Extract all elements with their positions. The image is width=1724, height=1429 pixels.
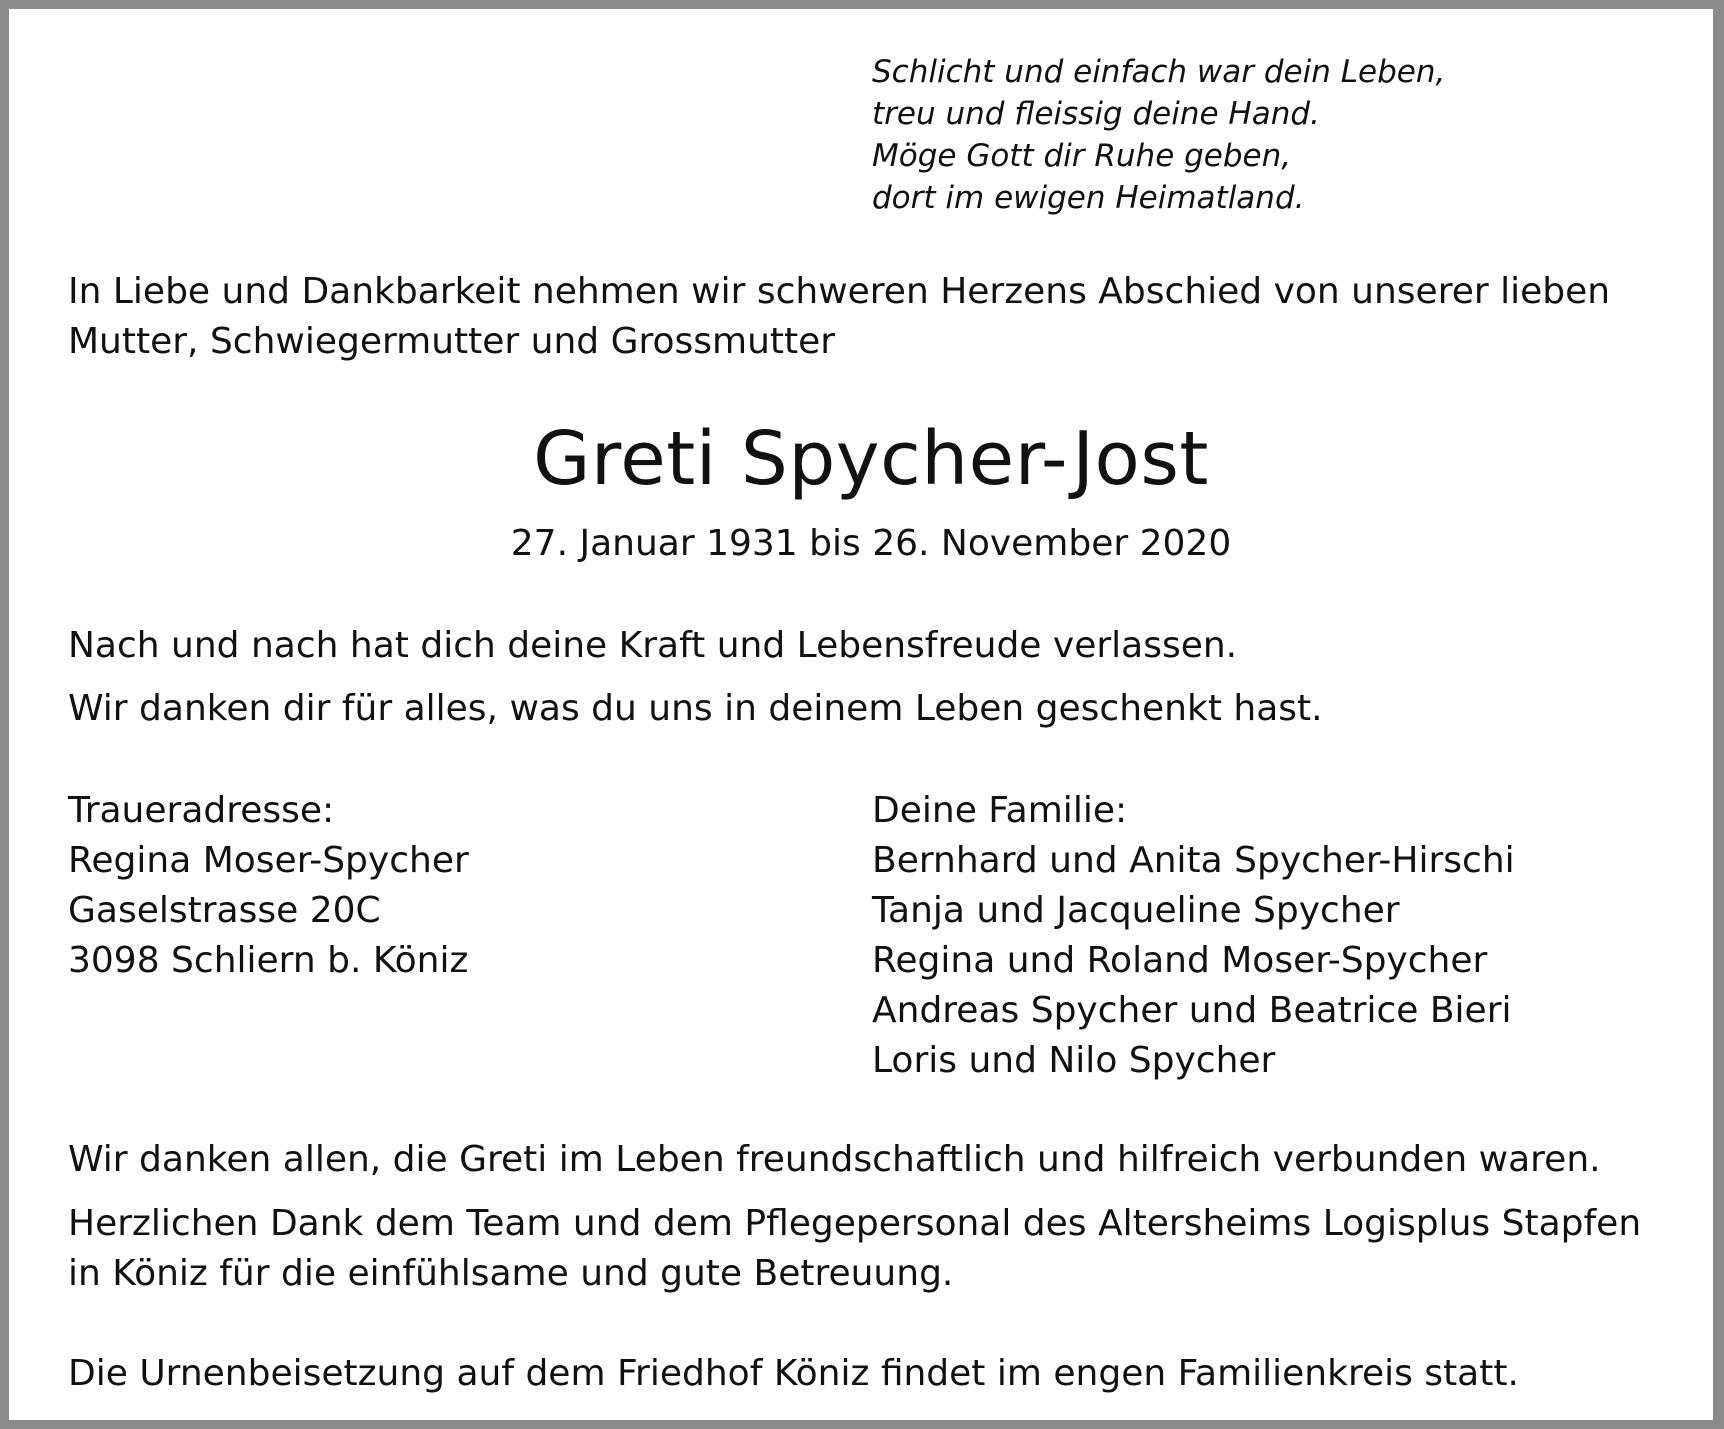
mourning-address: [68, 786, 469, 986]
family-list: [872, 786, 1515, 1086]
thanks-line: Herzlichen Dank dem Team und dem Pflegepersonal des Altersheims Logisplus Stapfen: [68, 1203, 1642, 1244]
family-member: Regina und Roland Moser-Spycher: [872, 940, 1488, 981]
poem-line: dort im ewigen Heimatland.: [872, 180, 1305, 216]
address-line: Regina Moser-Spycher: [68, 840, 469, 881]
message-line: Nach und nach hat dich deine Kraft und Lebensfreude verlassen.: [68, 625, 1238, 666]
intro-text: [68, 267, 1610, 367]
thanks-line: in Köniz für die einfühlsame und gute Betreuung.: [68, 1253, 954, 1294]
family-member: Loris und Nilo Spycher: [872, 1040, 1276, 1081]
burial-notice: Die Urnenbeisetzung auf dem Friedhof Köniz findet im engen Familienkreis statt.: [68, 1353, 1519, 1394]
poem-verse: [872, 51, 1445, 219]
family-member: Andreas Spycher und Beatrice Bieri: [872, 990, 1512, 1031]
message-line: Wir danken dir für alles, was du uns in deinem Leben geschenkt hast.: [68, 688, 1323, 729]
thanks-line: Wir danken allen, die Greti im Leben freundschaftlich und hilfreich verbunden waren.: [68, 1139, 1601, 1180]
poem-line: treu und fleissig deine Hand.: [872, 96, 1320, 132]
poem-line: Möge Gott dir Ruhe geben,: [872, 138, 1292, 174]
family-member: Bernhard und Anita Spycher-Hirschi: [872, 840, 1515, 881]
address-line: 3098 Schliern b. Köniz: [68, 940, 469, 981]
family-member: Tanja und Jacqueline Spycher: [872, 890, 1400, 931]
life-dates: 27. Januar 1931 bis 26. November 2020: [510, 523, 1232, 564]
intro-line: In Liebe und Dankbarkeit nehmen wir schweren Herzens Abschied von unserer lieben: [68, 271, 1611, 312]
poem-line: Schlicht und einfach war dein Leben,: [872, 54, 1446, 90]
deceased-name: Greti Spycher-Jost: [533, 416, 1209, 502]
address-line: Gaselstrasse 20C: [68, 890, 381, 931]
family-heading: Deine Familie:: [872, 790, 1128, 831]
intro-line: Mutter, Schwiegermutter und Grossmutter: [68, 321, 836, 362]
address-heading: Traueradresse:: [68, 790, 335, 831]
